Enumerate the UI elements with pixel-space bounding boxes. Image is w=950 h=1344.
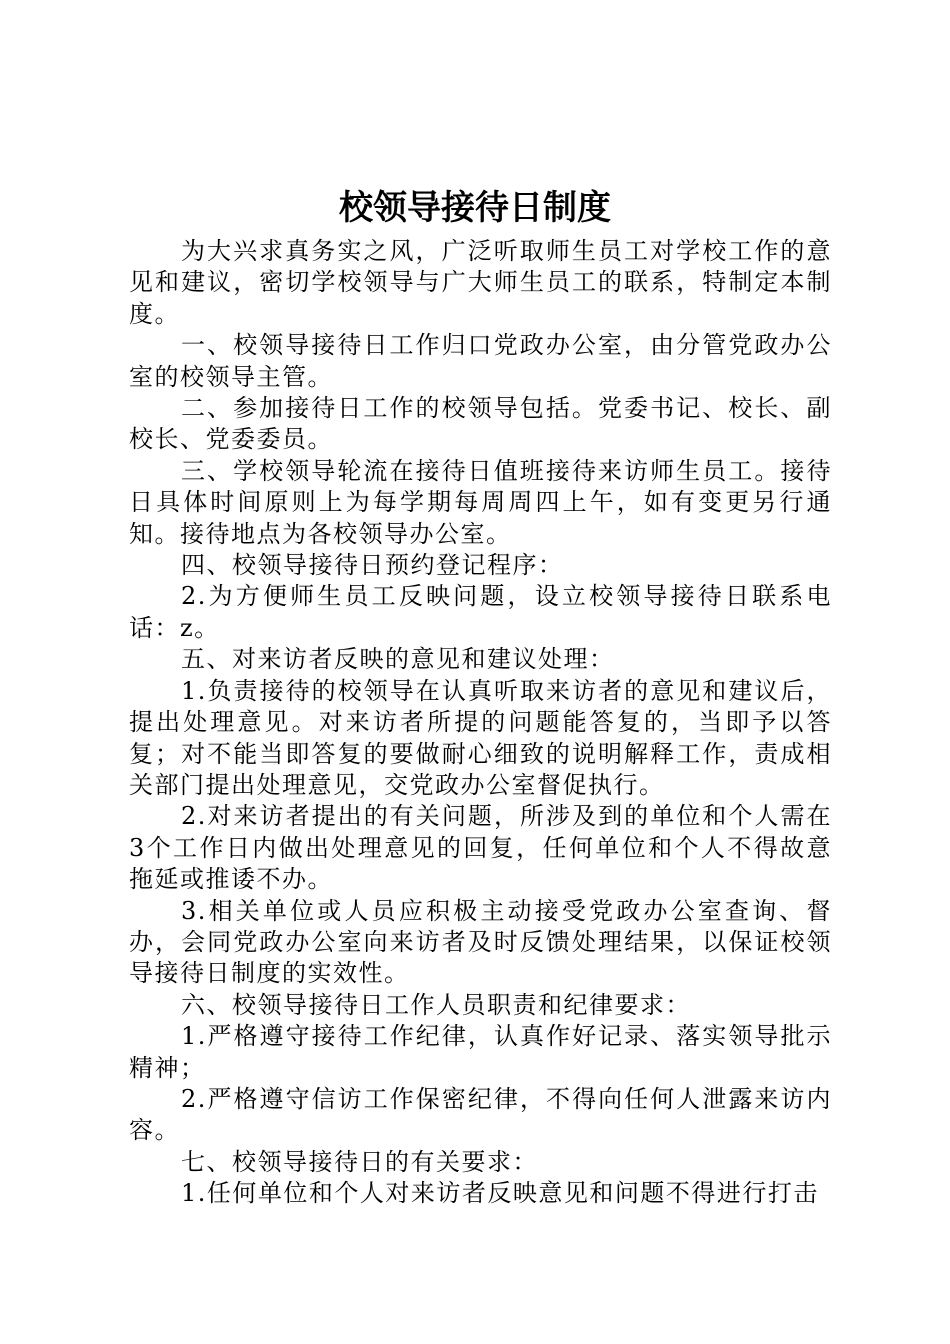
document-body [129,236,832,1210]
paragraph-section-4: 四、校领导接待日预约登记程序： [181,551,564,580]
paragraph-section-5-item-2: 2.对来访者提出的有关问题，所涉及到的单位和个人需在3个工作日内做出处理意见的回复，任何单位和个人不得故意拖延或推诿不办。 [129,802,832,894]
paragraph-section-7: 七、校领导接待日的有关要求： [181,1147,538,1176]
paragraph-section-4-item-2: 2.为方便师生员工反映问题，设立校领导接待日联系电话：z。 [129,582,832,642]
paragraph-section-5: 五、对来访者反映的意见和建议处理： [181,645,615,674]
paragraph-intro: 为大兴求真务实之风，广泛听取师生员工对学校工作的意见和建议，密切学校领导与广大师生员工的联系，特制定本制度。 [129,237,832,328]
paragraph-section-1: 一、校领导接待日工作归口党政办公室，由分管党政办公室的校领导主管。 [129,331,832,391]
paragraph-section-6-item-2: 2.严格遵守信访工作保密纪律，不得向任何人泄露来访内容。 [129,1084,832,1145]
paragraph-section-2: 二、参加接待日工作的校领导包括。党委书记、校长、副校长、党委委员。 [129,394,832,454]
paragraph-section-5-item-1: 1.负责接待的校领导在认真听取来访者的意见和建议后，提出处理意见。对来访者所提的问题能答复的，当即予以答复；对不能当即答复的要做耐心细致的说明解释工作，责成相关部门提出处理意见，交党政办公室督促执行。 [129,676,832,799]
paragraph-section-7-item-1: 1.任何单位和个人对来访者反映意见和问题不得进行打击 [181,1179,819,1208]
paragraph-section-3: 三、学校领导轮流在接待日值班接待来访师生员工。接待日具体时间原则上为每学期每周周四上午，如有变更另行通知。接待地点为各校领导办公室。 [129,456,832,548]
paragraph-section-6-item-1: 1.严格遵守接待工作纪律，认真作好记录、落实领导批示精神； [129,1022,832,1082]
document-title: 校领导接待日制度 [339,188,611,228]
paragraph-section-5-item-3: 3.相关单位或人员应积极主动接受党政办公室查询、督办，会同党政办公室向来访者及时反馈处理结果，以保证校领导接待日制度的实效性。 [129,896,832,988]
paragraph-section-6: 六、校领导接待日工作人员职责和纪律要求： [181,990,691,1019]
